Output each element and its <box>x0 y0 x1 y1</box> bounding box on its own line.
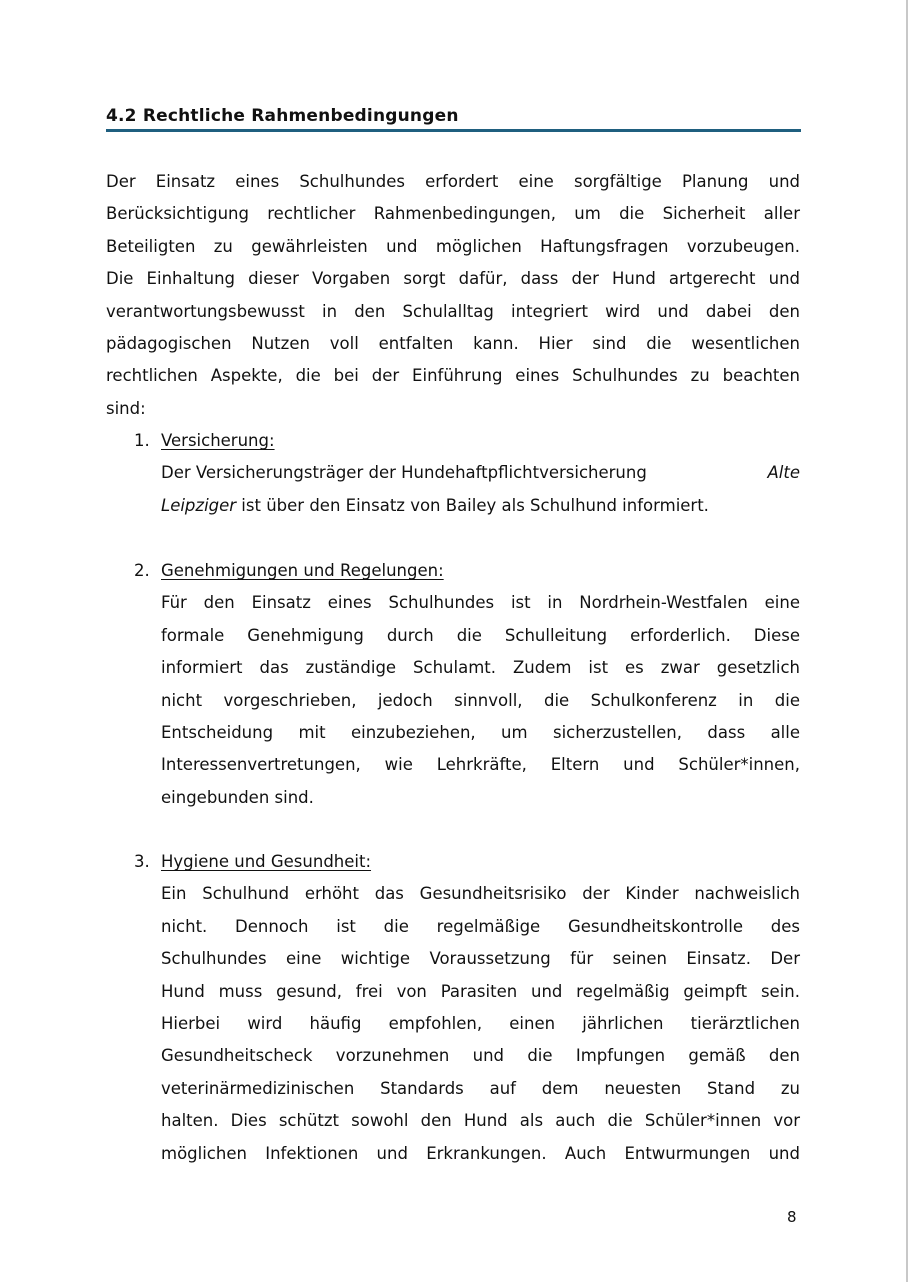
text-line: pädagogischen Nutzen voll entfalten kann. Hier sind die wesentlichen <box>106 333 800 353</box>
text-line: eingebunden sind. <box>161 787 314 807</box>
text-line <box>161 457 800 489</box>
list-item-body <box>161 587 800 814</box>
insurer-name-part: Leipziger <box>161 495 237 515</box>
text-line: Berücksichtigung rechtlicher Rahmenbedingungen, um die Sicherheit aller <box>106 204 800 224</box>
list-item-title: Hygiene und Gesundheit: <box>161 852 372 871</box>
list-number: 2. <box>134 561 150 580</box>
list-number: 3. <box>134 852 150 871</box>
insurer-name-part: Alte <box>767 463 800 483</box>
list-item-title: Versicherung: <box>161 431 275 450</box>
text-line: Entscheidung mit einzubeziehen, um sicherzustellen, dass alle <box>161 722 800 742</box>
text-segment: Der Versicherungsträger der Hundehaftpflichtversicherung <box>161 463 647 483</box>
text-line: halten. Dies schützt sowohl den Hund als auch die Schüler*innen vor <box>161 1111 800 1131</box>
text-line: nicht. Dennoch ist die regelmäßige Gesundheitskontrolle des <box>161 916 800 936</box>
text-line: informiert das zuständige Schulamt. Zudem ist es zwar gesetzlich <box>161 658 800 678</box>
heading-rule <box>106 129 801 132</box>
text-line: Hund muss gesund, frei von Parasiten und regelmäßig geimpft sein. <box>161 981 800 1001</box>
text-line: Hierbei wird häufig empfohlen, einen jährlichen tierärztlichen <box>161 1013 800 1033</box>
text-line: Die Einhaltung dieser Vorgaben sorgt dafür, dass der Hund artgerecht und <box>106 269 800 289</box>
text-line: rechtlichen Aspekte, die bei der Einführung eines Schulhundes zu beachten <box>106 366 800 386</box>
text-line: sind: <box>106 398 146 418</box>
intro-paragraph <box>106 166 800 425</box>
text-line: Interessenvertretungen, wie Lehrkräfte, Eltern und Schüler*innen, <box>161 755 800 775</box>
text-line: Beteiligten zu gewährleisten und möglichen Haftungsfragen vorzubeugen. <box>106 236 800 256</box>
text-line: formale Genehmigung durch die Schulleitung erforderlich. Diese <box>161 625 800 645</box>
section-heading: 4.2 Rechtliche Rahmenbedingungen <box>106 106 459 126</box>
page-number: 8 <box>787 1208 797 1226</box>
list-item-title: Genehmigungen und Regelungen: <box>161 561 444 580</box>
text-line: Für den Einsatz eines Schulhundes ist in Nordrhein-Westfalen eine <box>161 593 800 613</box>
list-number: 1. <box>134 431 150 450</box>
text-line: veterinärmedizinischen Standards auf dem neuesten Stand zu <box>161 1078 800 1098</box>
text-segment: ist über den Einsatz von Bailey als Schulhund informiert. <box>236 495 709 515</box>
text-line: Gesundheitscheck vorzunehmen und die Impfungen gemäß den <box>161 1046 800 1066</box>
text-line: Der Einsatz eines Schulhundes erfordert eine sorgfältige Planung und <box>106 172 800 191</box>
list-item-body <box>161 878 800 1170</box>
text-line: Schulhundes eine wichtige Voraussetzung für seinen Einsatz. Der <box>161 949 800 969</box>
list-item-body <box>161 457 800 522</box>
text-line: möglichen Infektionen und Erkrankungen. Auch Entwurmungen und <box>161 1143 800 1163</box>
text-line: verantwortungsbewusst in den Schulalltag integriert wird und dabei den <box>106 301 800 321</box>
text-line: nicht vorgeschrieben, jedoch sinnvoll, die Schulkonferenz in die <box>161 690 800 710</box>
text-line <box>161 490 800 522</box>
text-line: Ein Schulhund erhöht das Gesundheitsrisiko der Kinder nachweislich <box>161 884 800 904</box>
